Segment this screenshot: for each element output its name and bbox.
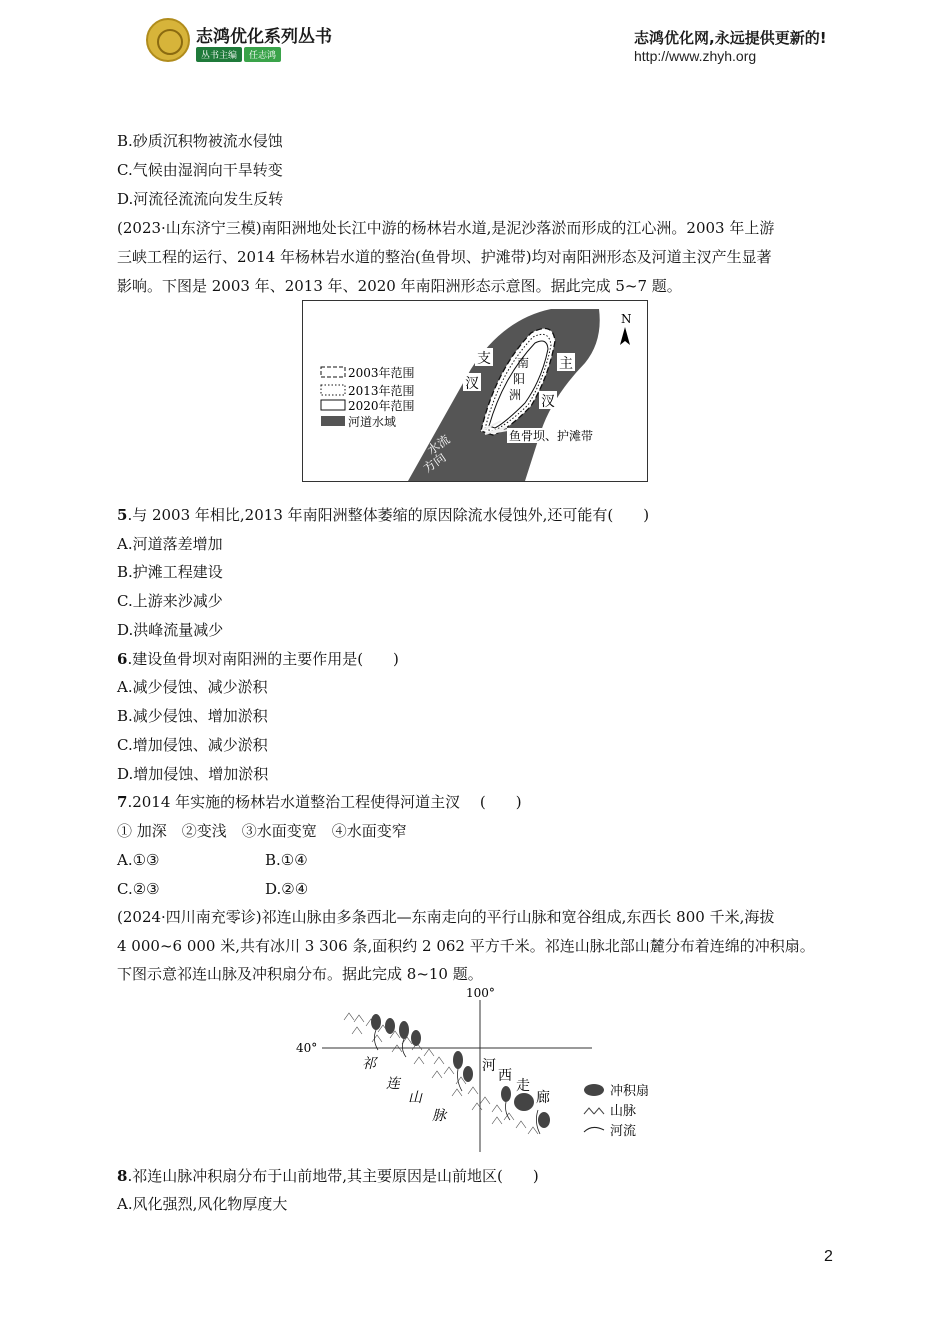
- qilian-map: [292, 984, 672, 1154]
- north-arrow-icon: [620, 327, 630, 345]
- north-label: N: [621, 312, 632, 326]
- mountain-name-char: 祁: [362, 1056, 376, 1072]
- corridor-name-char: 西: [498, 1068, 512, 1084]
- nanyang-island-map: [303, 301, 647, 481]
- q7-option-b: B.①④: [265, 851, 308, 869]
- page-header: [0, 0, 950, 80]
- legend-river-swatch: [584, 1127, 604, 1132]
- question-number: 8: [117, 1167, 128, 1185]
- legend-2003-label: 2003年范围: [348, 366, 415, 380]
- q7-option-a: A.①③: [117, 851, 160, 869]
- island-name-char: 阳: [513, 372, 526, 386]
- mountain-name-char: 连: [386, 1076, 400, 1092]
- legend-fan-swatch: [584, 1084, 604, 1096]
- question-8: [117, 1166, 539, 1186]
- legend-2013-label: 2013年范围: [348, 384, 415, 398]
- legend-2020-label: 2020年范围: [348, 399, 415, 413]
- passage1-line: 影响。下图是 2003 年、2013 年、2020 年南阳洲形态示意图。据此完成 5~7 题。: [117, 277, 682, 295]
- q7-option-c: C.②③: [117, 880, 160, 898]
- brand-logo-icon: [146, 18, 190, 62]
- question-stem: .建设鱼骨坝对南阳洲的主要作用是( ): [127, 650, 399, 668]
- question-stem: .2014 年实施的杨林岩水道整治工程使得河道主汊 ( ): [127, 793, 522, 811]
- q6-option-a: A.减少侵蚀、减少淤积: [117, 678, 268, 696]
- q5-option-b: B.护滩工程建设: [117, 563, 223, 581]
- passage1-line: 三峡工程的运行、2014 年杨林岩水道的整治(鱼骨坝、护滩带)均对南阳洲形态及河道主汊产生显著: [117, 248, 772, 266]
- mountain-name-char: 脉: [432, 1108, 446, 1124]
- header-slogan: 志鸿优化网,永远提供更新的!: [634, 29, 827, 47]
- legend-2020-swatch: [321, 400, 345, 410]
- header-url[interactable]: http://www.zhyh.org: [634, 48, 757, 64]
- branch-left-char: 汊: [465, 376, 479, 392]
- qilian-mountains-figure: [292, 984, 672, 1154]
- question-5: [117, 505, 649, 525]
- q8-option-a: A.风化强烈,风化物厚度大: [117, 1195, 288, 1213]
- q5-option-d: D.洪峰流量减少: [117, 621, 224, 639]
- question-number: 6: [117, 650, 128, 668]
- passage2-line: 下图示意祁连山脉及冲积扇分布。据此完成 8~10 题。: [117, 965, 483, 983]
- corridor-name-char: 河: [482, 1058, 496, 1074]
- legend-fan-label: 冲积扇: [610, 1084, 650, 1099]
- legend-2013-swatch: [321, 385, 345, 395]
- legend-water-label: 河道水域: [348, 415, 397, 429]
- branch-left-char: 支: [477, 351, 491, 367]
- dam-label: 鱼骨坝、护滩带: [509, 429, 594, 443]
- island-name-char: 洲: [509, 388, 522, 402]
- brand-title: 志鸿优化系列丛书: [196, 27, 332, 47]
- q7-items: ① 加深 ②变浅 ③水面变宽 ④水面变窄: [117, 822, 407, 840]
- passage2-line: (2024·四川南充零诊)祁连山脉由多条西北—东南走向的平行山脉和宽谷组成,东西长 800 千米,海拔: [117, 908, 775, 926]
- legend-2003-swatch: [321, 367, 345, 377]
- legend-mountain-label: 山脉: [610, 1104, 637, 1119]
- latitude-label: 40°: [296, 1041, 318, 1055]
- q6-option-c: C.增加侵蚀、减少淤积: [117, 736, 268, 754]
- q5-option-c: C.上游来沙减少: [117, 592, 223, 610]
- q6-option-b: B.减少侵蚀、增加淤积: [117, 707, 268, 725]
- editor-name: 任志鸿: [244, 47, 281, 62]
- question-number: 5: [117, 506, 128, 524]
- branch-right-char: 主: [559, 356, 573, 372]
- question-number: 7: [117, 793, 128, 811]
- passage2-line: 4 000~6 000 米,共有冰川 3 306 条,面积约 2 062 平方千米。祁连山脉北部山麓分布着连绵的冲积扇。: [117, 937, 815, 955]
- island-name-char: 南: [517, 356, 530, 370]
- prev-option-c: C.气候由湿润向干旱转变: [117, 161, 283, 179]
- brand-subtitle: [196, 47, 281, 62]
- corridor-name-char: 走: [516, 1078, 530, 1094]
- flow-label: 水流: [424, 432, 453, 458]
- nanyang-island-figure: [302, 300, 648, 482]
- page-number: 2: [824, 1248, 833, 1265]
- question-6: [117, 649, 399, 669]
- mountain-name-char: 山: [408, 1090, 422, 1106]
- q7-option-d: D.②④: [265, 880, 309, 898]
- question-stem: .与 2003 年相比,2013 年南阳洲整体萎缩的原因除流水侵蚀外,还可能有( ): [127, 506, 650, 524]
- passage1-line: (2023·山东济宁三模)南阳洲地处长江中游的杨林岩水道,是泥沙落淤而形成的江心洲。2003 年上游: [117, 219, 775, 237]
- q6-option-d: D.增加侵蚀、增加淤积: [117, 765, 269, 783]
- legend-mountain-swatch: [584, 1108, 604, 1114]
- branch-right-char: 汊: [541, 394, 555, 410]
- q5-option-a: A.河道落差增加: [117, 535, 223, 553]
- question-stem: .祁连山脉冲积扇分布于山前地带,其主要原因是山前地区( ): [127, 1167, 539, 1185]
- alluvial-fans: [371, 1014, 550, 1128]
- flow-label: 方向: [420, 450, 449, 476]
- legend-water-swatch: [321, 416, 345, 426]
- prev-option-d: D.河流径流流向发生反转: [117, 190, 284, 208]
- legend-river-label: 河流: [610, 1124, 637, 1139]
- longitude-label: 100°: [466, 986, 495, 1000]
- corridor-name-char: 廊: [536, 1090, 550, 1106]
- prev-option-b: B.砂质沉积物被流水侵蚀: [117, 132, 283, 150]
- editor-label: 丛书主编: [196, 47, 242, 62]
- question-7: [117, 792, 522, 812]
